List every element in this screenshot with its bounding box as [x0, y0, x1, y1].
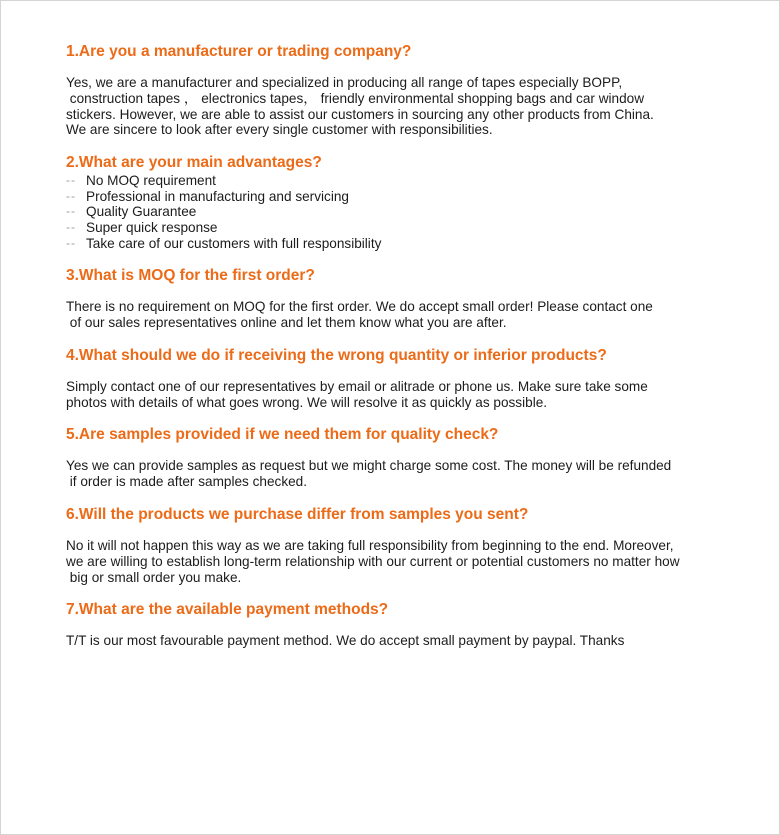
faq-question-7: 7.What are the available payment methods? — [66, 601, 389, 619]
dash-bullet: -- — [66, 204, 76, 219]
faq-question-6: 6.Will the products we purchase differ from samples you sent? — [66, 505, 529, 523]
list-item-text: Professional in manufacturing and servicing — [86, 188, 349, 204]
faq-section-1 — [66, 42, 746, 138]
faq-content — [66, 42, 746, 649]
faq-section-5 — [66, 425, 746, 490]
faq-section-4 — [66, 346, 746, 411]
list-item — [66, 189, 746, 205]
faq-answer-1-line-3: stickers. However, we are able to assist our customers in sourcing any other products from China. — [66, 106, 654, 122]
faq-answer-6-line-3: big or small order you make. — [66, 569, 242, 585]
faq-question-3: 3.What is MOQ for the first order? — [66, 267, 315, 285]
faq-answer-5-line-1: Yes we can provide samples as request but we might charge some cost. The money will be refunded — [66, 458, 672, 474]
faq-answer-1-line-1: Yes, we are a manufacturer and specialized in producing all range of tapes especially BOPP, — [66, 75, 623, 90]
faq-section-2 — [66, 153, 746, 251]
list-item — [66, 173, 746, 189]
list-item-text: Super quick response — [86, 219, 218, 235]
dash-bullet: -- — [66, 219, 76, 234]
faq-answer-7-line-1: T/T is our most favourable payment method. We do accept small payment by paypal. Thanks — [66, 633, 625, 649]
list-item — [66, 220, 746, 236]
faq-answer-3-line-2: of our sales representatives online and let them know what you are after. — [66, 314, 507, 330]
faq-answer-1-line-2: construction tapes ， electronics tapes， friendly environmental shopping bags and car window — [66, 90, 645, 106]
faq-answer-6-line-1: No it will not happen this way as we are taking full responsibility from beginning to the end. Moreover, — [66, 537, 674, 553]
faq-section-6 — [66, 505, 746, 585]
advantages-list — [66, 173, 746, 251]
faq-question-1: 1.Are you a manufacturer or trading company? — [66, 43, 412, 60]
faq-answer-4-line-1: Simply contact one of our representatives by email or alitrade or phone us. Make sure take some — [66, 378, 648, 394]
faq-section-3 — [66, 266, 746, 331]
list-item-text: No MOQ requirement — [86, 173, 216, 189]
dash-bullet: -- — [66, 173, 76, 188]
list-item — [66, 236, 746, 252]
faq-answer-5-line-2: if order is made after samples checked. — [66, 474, 308, 490]
list-item-text: Quality Guarantee — [86, 204, 197, 220]
faq-answer-4-line-2: photos with details of what goes wrong. We will resolve it as quickly as possible. — [66, 394, 548, 410]
list-item — [66, 204, 746, 220]
faq-answer-3-line-1: There is no requirement on MOQ for the first order. We do accept small order! Please contact one — [66, 299, 653, 315]
faq-answer-6-line-2: we are willing to establish long-term relationship with our current or potential customers no matter how — [66, 553, 680, 569]
faq-answer-1-line-4: We are sincere to look after every single customer with responsibilities. — [66, 122, 493, 138]
dash-bullet: -- — [66, 235, 76, 250]
faq-section-7 — [66, 600, 746, 649]
faq-question-5: 5.Are samples provided if we need them for quality check? — [66, 426, 499, 444]
dash-bullet: -- — [66, 188, 76, 203]
list-item-text: Take care of our customers with full responsibility — [86, 235, 382, 251]
faq-question-4: 4.What should we do if receiving the wrong quantity or inferior products? — [66, 346, 607, 364]
faq-question-2: 2.What are your main advantages? — [66, 154, 322, 172]
